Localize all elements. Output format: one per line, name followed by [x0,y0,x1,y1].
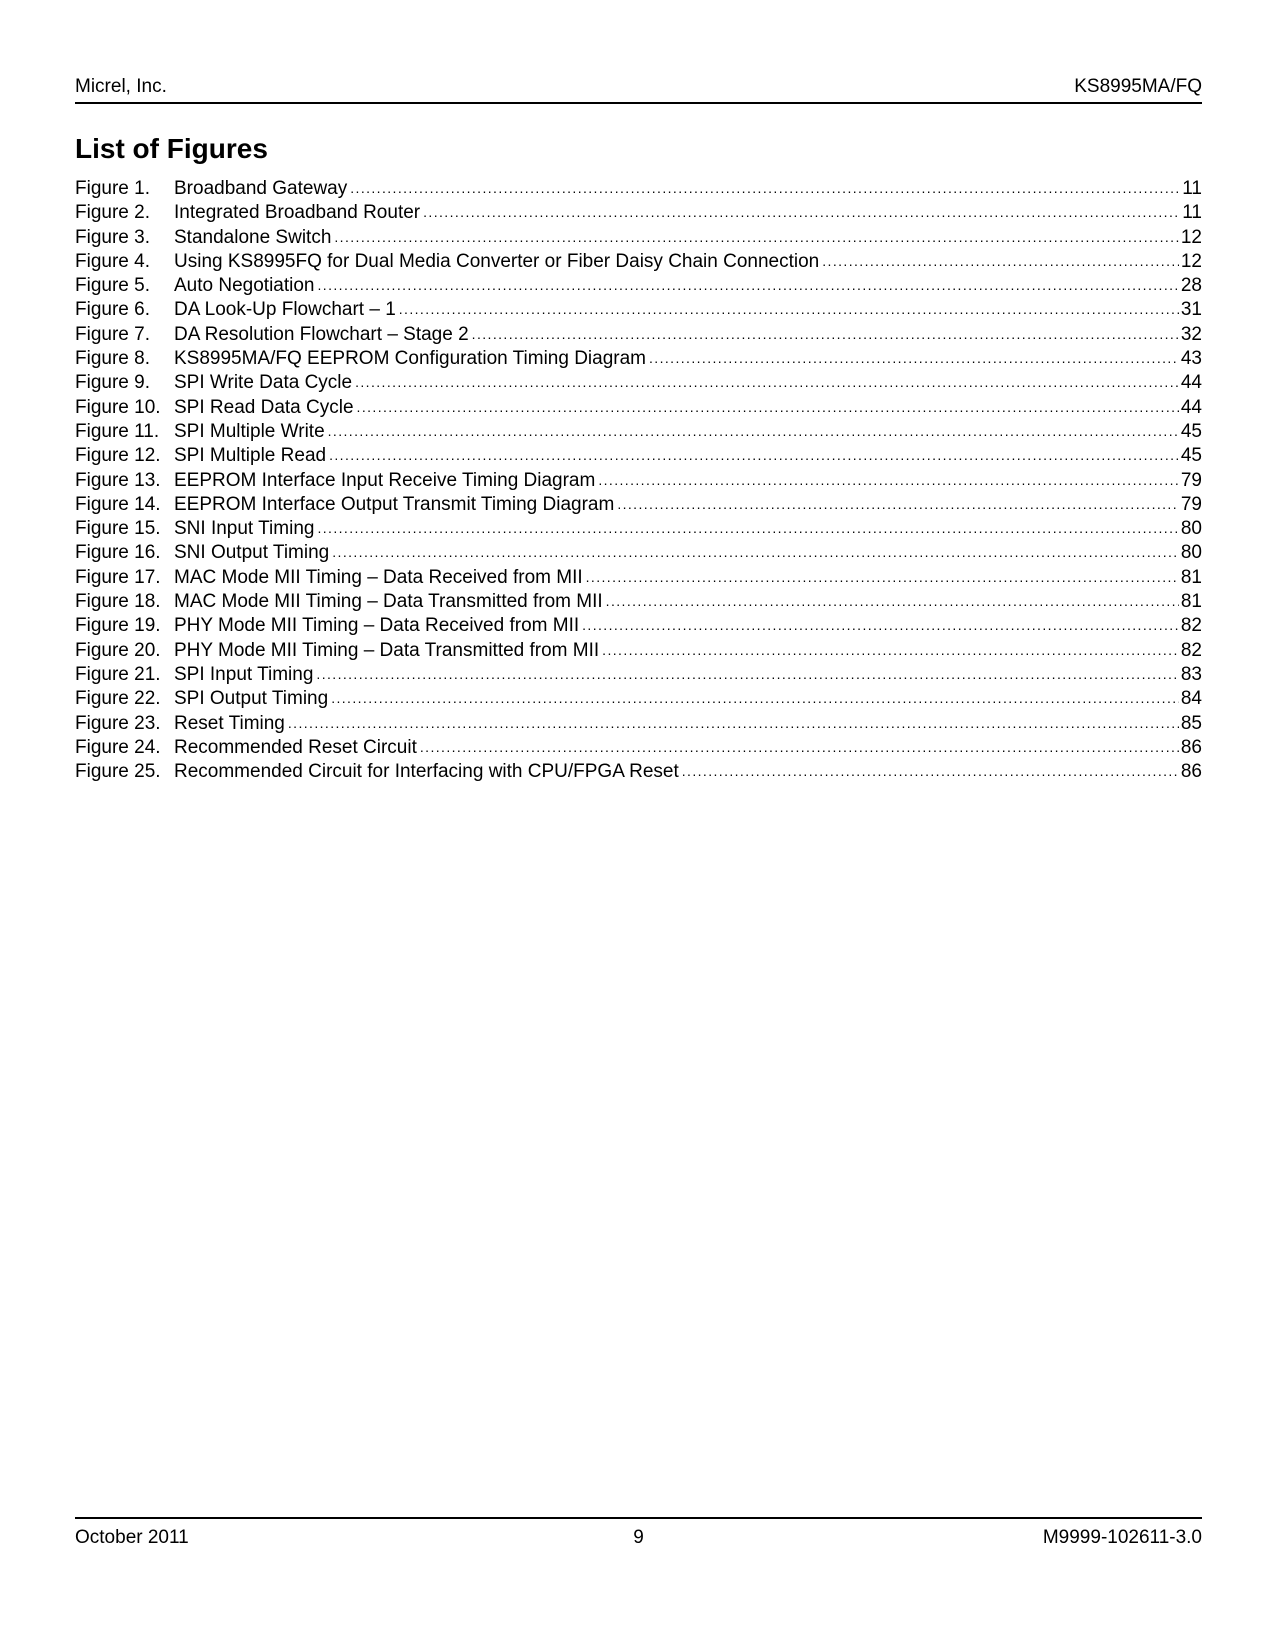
figure-list-item[interactable] [75,371,1202,395]
dot-leader [332,541,1179,564]
figure-list-item[interactable] [75,420,1202,444]
figure-list-item[interactable] [75,493,1202,517]
figure-label: Figure 12. [75,445,161,467]
footer-doc-number: M9999-102611-3.0 [1042,1527,1202,1548]
figure-label: Figure 24. [75,736,161,758]
dot-leader [350,177,1180,200]
figure-title: EEPROM Interface Output Transmit Timing Diagram [174,493,615,515]
figure-title: SPI Read Data Cycle [174,396,354,418]
dot-leader [355,371,1179,394]
page-header [75,72,1202,104]
figure-label: Figure 17. [75,566,161,588]
figure-list-item[interactable] [75,590,1202,614]
figure-title: Auto Negotiation [174,275,315,297]
figure-label: Figure 2. [75,202,150,224]
figure-page-number: 84 [1180,688,1202,710]
figure-page-number: 82 [1180,615,1202,637]
figure-page-number: 81 [1180,591,1202,613]
figure-title: PHY Mode MII Timing – Data Received from MII [174,615,580,637]
figure-page-number: 11 [1182,202,1202,224]
dot-leader [606,590,1179,613]
figure-label: Figure 11. [75,420,160,442]
figure-page-number: 83 [1180,663,1202,685]
figure-page-number: 12 [1180,250,1202,272]
figure-label: Figure 23. [75,712,161,734]
dot-leader [329,444,1179,467]
figure-title: EEPROM Interface Input Receive Timing Diagram [174,469,596,491]
figure-title: MAC Mode MII Timing – Data Received from MII [174,566,583,588]
figure-title: Reset Timing [174,712,285,734]
company-name: Micrel, Inc. [75,76,167,97]
figure-page-number: 85 [1180,712,1202,734]
figure-label: Figure 25. [75,761,161,783]
figure-label: Figure 13. [75,469,161,491]
figure-title: Using KS8995FQ for Dual Media Converter or Fiber Daisy Chain Connection [174,250,820,272]
footer-date: October 2011 [75,1527,189,1548]
figure-label: Figure 3. [75,226,150,248]
figure-title: SNI Output Timing [174,542,330,564]
figure-page-number: 32 [1180,323,1202,345]
page-title: List of Figures [75,133,268,164]
dot-leader [602,639,1179,662]
figure-label: Figure 18. [75,591,161,613]
figure-label: Figure 6. [75,299,150,321]
dot-leader [472,323,1179,346]
figure-list-item[interactable] [75,541,1202,565]
figure-list-item[interactable] [75,712,1202,736]
dot-leader [317,517,1178,540]
figure-title: SPI Multiple Write [174,420,325,442]
figure-title: DA Look-Up Flowchart – 1 [174,299,396,321]
dot-leader [288,712,1179,735]
figure-label: Figure 14. [75,493,161,515]
figure-title: SPI Multiple Read [174,445,327,467]
figure-title: SPI Output Timing [174,688,329,710]
dot-leader [598,469,1179,492]
figure-list-item[interactable] [75,274,1202,298]
figure-label: Figure 1. [75,178,150,199]
figure-title: SPI Write Data Cycle [174,372,353,394]
figure-title: SPI Input Timing [174,663,314,685]
figure-list-item[interactable] [75,323,1202,347]
figure-list-item[interactable] [75,201,1202,225]
figure-title: Recommended Circuit for Interfacing with CPU/FPGA Reset [174,761,679,783]
figure-list-item[interactable] [75,639,1202,663]
figure-list-item[interactable] [75,760,1202,784]
dot-leader [318,274,1179,297]
dot-leader [582,614,1179,637]
figure-page-number: 11 [1182,178,1202,199]
figure-label: Figure 8. [75,348,150,370]
figure-page-number: 80 [1180,542,1202,564]
figure-label: Figure 10. [75,396,161,418]
figure-list-item[interactable] [75,566,1202,590]
figure-page-number: 86 [1180,736,1202,758]
dot-leader [420,736,1179,759]
dot-leader [399,298,1179,321]
figure-list [75,177,1202,784]
figure-label: Figure 16. [75,542,161,564]
part-number: KS8995MA/FQ [1074,76,1202,97]
figure-label: Figure 4. [75,250,150,272]
figure-list-item[interactable] [75,347,1202,371]
figure-label: Figure 19. [75,615,161,637]
dot-leader [331,687,1179,710]
dot-leader [586,566,1179,589]
figure-page-number: 43 [1180,348,1202,370]
figure-label: Figure 21. [75,663,161,685]
figure-page-number: 44 [1180,396,1202,418]
figure-list-item[interactable] [75,177,1202,201]
figure-list-item[interactable] [75,614,1202,638]
figure-label: Figure 9. [75,372,150,394]
footer-page-number: 9 [633,1527,644,1548]
figure-list-item[interactable] [75,444,1202,468]
figure-label: Figure 20. [75,639,161,661]
dot-leader [334,226,1178,249]
figure-list-item[interactable] [75,736,1202,760]
figure-title: MAC Mode MII Timing – Data Transmitted from MII [174,591,603,613]
figure-list-item[interactable] [75,396,1202,420]
figure-list-item[interactable] [75,517,1202,541]
figure-page-number: 80 [1180,518,1202,540]
dot-leader [328,420,1179,443]
dot-leader [423,201,1180,224]
figure-page-number: 45 [1180,445,1202,467]
dot-leader [822,250,1179,273]
dot-leader [682,760,1179,783]
figure-page-number: 44 [1180,372,1202,394]
figure-title: Integrated Broadband Router [174,202,421,224]
figure-page-number: 31 [1180,299,1202,321]
figure-list-item[interactable] [75,298,1202,322]
figure-title: KS8995MA/FQ EEPROM Configuration Timing Diagram [174,348,647,370]
figure-page-number: 86 [1180,761,1202,783]
figure-title: SNI Input Timing [174,518,315,540]
figure-title: Recommended Reset Circuit [174,736,417,758]
figure-label: Figure 15. [75,518,161,540]
figure-label: Figure 5. [75,275,150,297]
figure-list-item[interactable] [75,663,1202,687]
figure-title: DA Resolution Flowchart – Stage 2 [174,323,469,345]
figure-page-number: 81 [1180,566,1202,588]
figure-list-item[interactable] [75,226,1202,250]
dot-leader [357,396,1179,419]
figure-title: Broadband Gateway [174,178,348,199]
dot-leader [617,493,1179,516]
figure-page-number: 12 [1180,226,1202,248]
dot-leader [649,347,1179,370]
figure-page-number: 45 [1180,420,1202,442]
figure-title: PHY Mode MII Timing – Data Transmitted from MII [174,639,600,661]
figure-title: Standalone Switch [174,226,332,248]
figure-list-item[interactable] [75,469,1202,493]
figure-page-number: 79 [1180,493,1202,515]
figure-list-item[interactable] [75,250,1202,274]
figure-page-number: 82 [1180,639,1202,661]
dot-leader [316,663,1178,686]
figure-page-number: 79 [1180,469,1202,491]
figure-page-number: 28 [1180,275,1202,297]
figure-label: Figure 7. [75,323,150,345]
figure-label: Figure 22. [75,688,161,710]
figure-list-item[interactable] [75,687,1202,711]
page-footer [75,1517,1202,1549]
